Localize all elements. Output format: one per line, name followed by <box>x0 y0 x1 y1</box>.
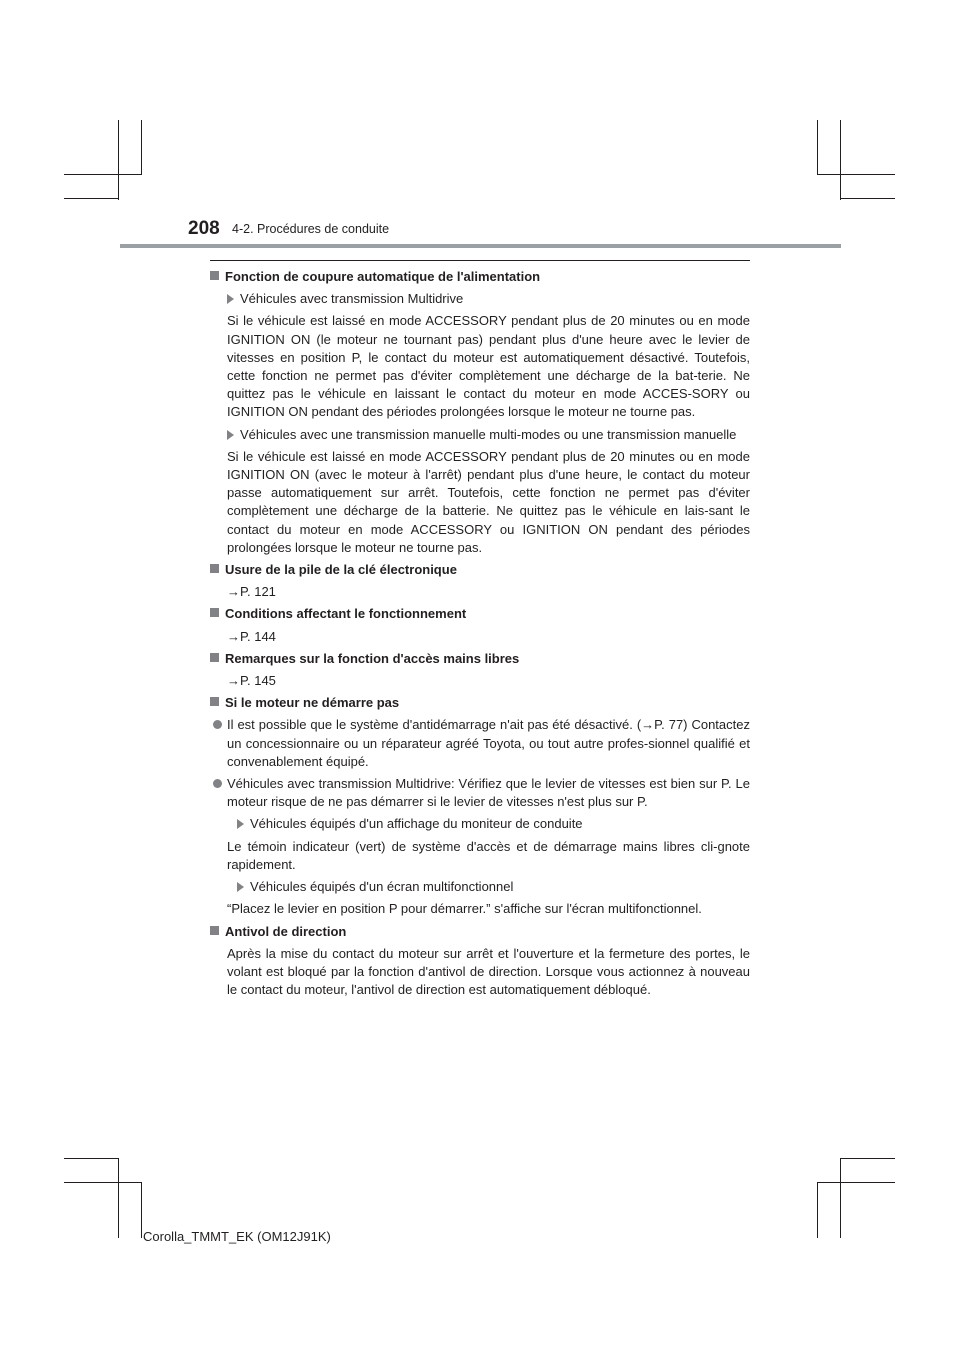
page-content <box>210 268 750 1003</box>
circle-bullet-icon <box>213 779 222 788</box>
section-heading: Remarques sur la fonction d'accès mains libres <box>210 650 750 668</box>
section-heading: Antivol de direction <box>210 923 750 941</box>
triangle-bullet-icon <box>227 294 234 304</box>
section-heading: Si le moteur ne démarre pas <box>210 694 750 712</box>
crop-mark <box>118 1158 119 1238</box>
crop-mark <box>840 198 895 199</box>
content-divider <box>210 260 750 261</box>
crop-mark <box>817 1182 895 1183</box>
crop-mark <box>64 198 119 199</box>
page-number: 208 <box>188 218 220 239</box>
square-bullet-icon <box>210 271 219 280</box>
paragraph: Le témoin indicateur (vert) de système d'accès et de démarrage mains libres cli-gnote rapidement. <box>227 838 750 872</box>
page-reference-link[interactable]: →P. 145 <box>227 673 276 689</box>
list-item: Il est possible que le système d'antidémarrage n'ait pas été désactivé. (→P. 77) Contactez un concessionnaire ou un réparateur agréé Toyota, ou tout autre profes-sionnel qualifié et convenablement équipé. <box>210 716 750 771</box>
crop-mark <box>817 120 818 174</box>
section-heading: Conditions affectant le fonctionnement <box>210 605 750 623</box>
paragraph: “Placez le levier en position P pour démarrer.” s'affiche sur l'écran multifonctionnel. <box>227 901 702 917</box>
subheading: Véhicules équipés d'un affichage du moniteur de conduite <box>237 815 750 833</box>
square-bullet-icon <box>210 653 219 662</box>
subheading: Véhicules avec une transmission manuelle multi-modes ou une transmission manuelle <box>227 426 750 444</box>
paragraph: Si le véhicule est laissé en mode ACCESSORY pendant plus de 20 minutes ou en mode IGNITION ON (le moteur ne tournant pas) pendant plus d'une heure avec le levier de vitesses en position P, le contact du moteur est automatiquement désactivé. Toutefois, cette fonction ne permet pas d'éviter complètement une décharge de la bat-terie. Ne quittez pas le véhicule en laissant le contact du moteur en mode ACCES-SORY ou IGNITION ON pendant des périodes prolongées lorsque le moteur ne tourne pas. <box>227 313 750 420</box>
crop-mark <box>817 174 895 175</box>
crop-mark <box>64 1182 142 1183</box>
triangle-bullet-icon <box>237 819 244 829</box>
crop-mark <box>840 120 841 200</box>
square-bullet-icon <box>210 926 219 935</box>
section-heading: Usure de la pile de la clé électronique <box>210 561 750 579</box>
header-rule <box>120 244 841 248</box>
page-reference-link[interactable]: →P. 121 <box>227 584 276 600</box>
triangle-bullet-icon <box>237 882 244 892</box>
paragraph: Si le véhicule est laissé en mode ACCESSORY pendant plus de 20 minutes ou en mode IGNITION ON (avec le moteur à l'arrêt) pendant plus d'une heure, le contact du moteur passe automatiquement sur arrêt. Toutefois, cette fonction ne permet pas d'éviter complètement une décharge de la batterie. Ne quittez pas le véhicule en lais-sant le contact du moteur en mode ACCESSORY ou IGNITION ON pendant des périodes prolongées lorsque le moteur ne tourne pas. <box>227 448 750 555</box>
crop-mark <box>118 120 119 200</box>
section-title: 4-2. Procédures de conduite <box>232 222 390 236</box>
square-bullet-icon <box>210 608 219 617</box>
list-item: Véhicules avec transmission Multidrive: Vérifiez que le levier de vitesses est bien sur P. Le moteur risque de ne pas démarrer si le levier de vitesses n'est plus sur P. <box>210 775 750 811</box>
crop-mark <box>840 1158 895 1159</box>
subheading: Véhicules avec transmission Multidrive <box>227 290 750 308</box>
section-heading: Fonction de coupure automatique de l'alimentation <box>210 268 750 286</box>
crop-mark <box>817 1182 818 1238</box>
square-bullet-icon <box>210 564 219 573</box>
paragraph: Après la mise du contact du moteur sur arrêt et l'ouverture et la fermeture des portes, le volant est bloqué par la fonction d'antivol de direction. Lorsque vous actionnez à nouveau le contact du moteur, l'antivol de direction est automatiquement débloqué. <box>227 945 750 998</box>
subheading: Véhicules équipés d'un écran multifonctionnel <box>237 878 750 896</box>
crop-mark <box>840 1158 841 1238</box>
page-reference-link[interactable]: →P. 144 <box>227 628 276 644</box>
triangle-bullet-icon <box>227 430 234 440</box>
crop-mark <box>141 1182 142 1238</box>
crop-mark <box>64 1158 119 1159</box>
crop-mark <box>64 174 142 175</box>
crop-mark <box>141 120 142 174</box>
circle-bullet-icon <box>213 720 222 729</box>
square-bullet-icon <box>210 697 219 706</box>
footer-label: Corolla_TMMT_EK (OM12J91K) <box>143 1229 331 1244</box>
